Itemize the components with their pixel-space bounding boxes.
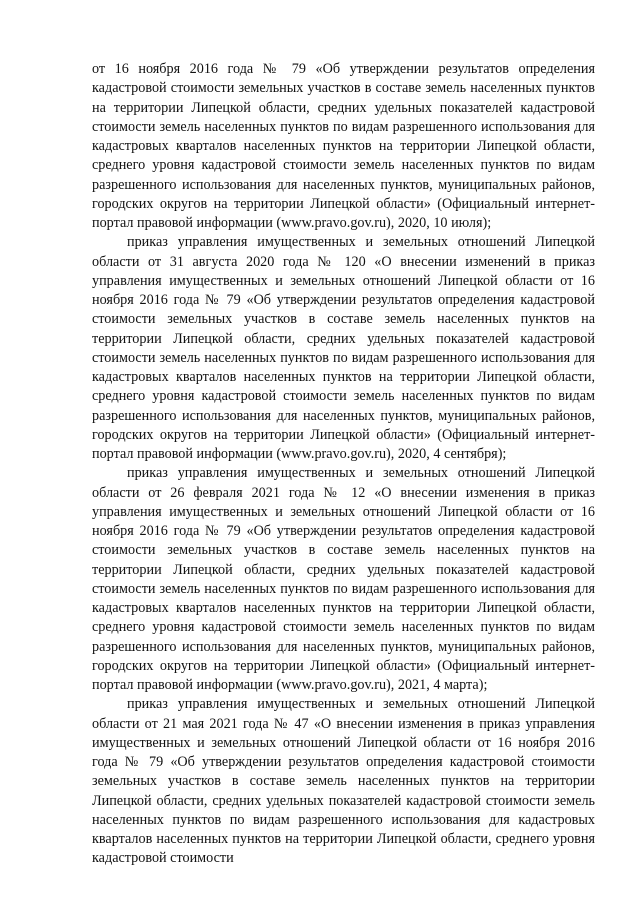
paragraph-order-2020-08-31: приказ управления имущественных и земельных отношений Липецкой области от 31 августа 2020 года № 120 «О внесении изменений в приказ управления имущественных и земельных отношений Липецкой области от 16 ноября 2016 года № 79 «Об утверждении результатов определения кадастровой стоимости земельных участков в составе земель населенных пунктов на территории Липецкой области, средних удельных показателей кадастровой стоимости земель населенных пунктов по видам разрешенного использования для кадастровых кварталов населенных пунктов на территории Липецкой области, среднего уровня кадастровой стоимости земель населенных пунктов по видам разрешенного использования для населенных пунктов, муниципальных районов, городских округов на территории Липецкой области» (Официальный интернет-портал правовой информации (www.pravo.gov.ru), 2020, 4 сентября); bbox=[92, 234, 595, 462]
paragraph-order-2021-05-21: приказ управления имущественных и земельных отношений Липецкой области от 21 мая 2021 года № 47 «О внесении изменения в приказ управления имущественных и земельных отношений Липецкой области от 16 ноября 2016 года № 79 «Об утверждении результатов определения кадастровой стоимости земельных участков в составе земель населенных пунктов на территории Липецкой области, средних удельных показателей кадастровой стоимости земель населенных пунктов по видам разрешенного использования для кадастровых кварталов населенных пунктов на территории Липецкой области, среднего уровня кадастровой стоимости bbox=[92, 696, 595, 867]
paragraph-order-2021-02-26: приказ управления имущественных и земельных отношений Липецкой области от 26 февраля 2021 года № 12 «О внесении изменения в приказ управления имущественных и земельных отношений Липецкой области от 16 ноября 2016 года № 79 «Об утверждении результатов определения кадастровой стоимости земельных участков в составе земель населенных пунктов на территории Липецкой области, средних удельных показателей кадастровой стоимости земель населенных пунктов по видам разрешенного использования для кадастровых кварталов населенных пунктов на территории Липецкой области, среднего уровня кадастровой стоимости земель населенных пунктов по видам разрешенного использования для населенных пунктов, муниципальных районов, городских округов на территории Липецкой области» (Официальный интернет-портал правовой информации (www.pravo.gov.ru), 2021, 4 марта); bbox=[92, 465, 595, 693]
document-page bbox=[92, 60, 595, 869]
paragraph-continuation: от 16 ноября 2016 года № 79 «Об утверждении результатов определения кадастровой стоимости земельных участков в составе земель населенных пунктов на территории Липецкой области, средних удельных показателей кадастровой стоимости земель населенных пунктов по видам разрешенного использования для кадастровых кварталов населенных пунктов на территории Липецкой области, среднего уровня кадастровой стоимости земель населенных пунктов по видам разрешенного использования для населенных пунктов, муниципальных районов, городских округов на территории Липецкой области» (Официальный интернет-портал правовой информации (www.pravo.gov.ru), 2020, 10 июля); bbox=[92, 61, 595, 231]
